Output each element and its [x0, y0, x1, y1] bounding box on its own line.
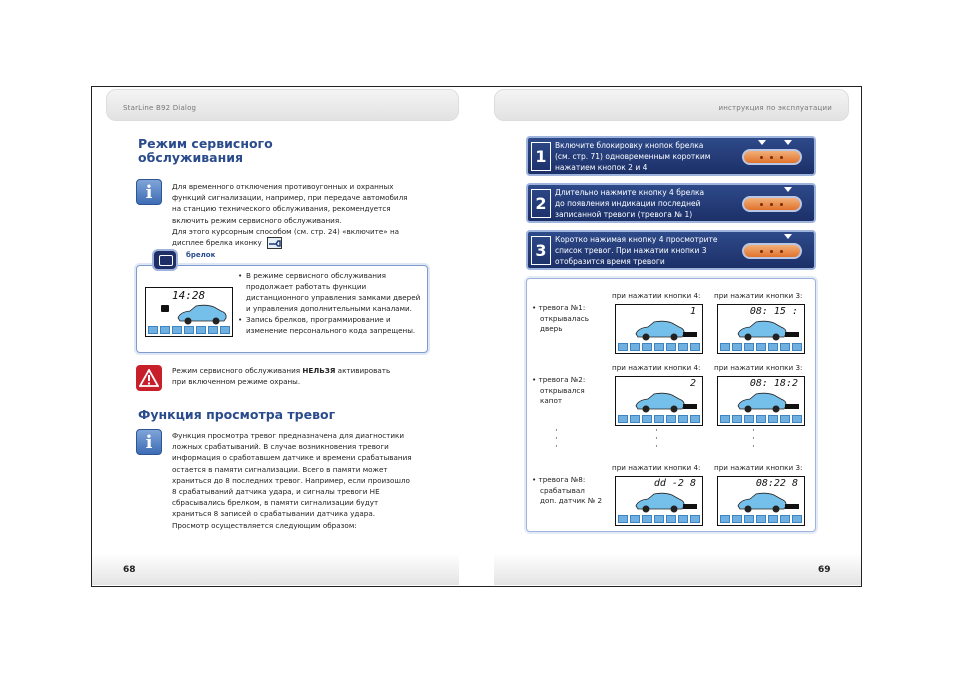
ellipsis-marker: · · ·	[655, 426, 658, 452]
col-label-button3: при нажатии кнопки 3:	[714, 363, 803, 372]
step-3	[526, 230, 816, 270]
left-page-footer	[92, 553, 459, 585]
warning-icon	[136, 365, 162, 391]
alarm-3-lcd-button3	[717, 476, 805, 526]
lcd-status-icons	[618, 515, 700, 523]
alarm-1-description: • тревога №1: открывалась дверь	[532, 303, 589, 333]
info-line: Для этого курсорным способом (см. стр. 24) «включите» на	[172, 226, 400, 236]
section-title-service-mode	[138, 137, 273, 165]
right-page-number: 69	[818, 565, 831, 575]
left-page-number: 68	[123, 565, 136, 575]
col-label-button3: при нажатии кнопки 3:	[714, 291, 803, 300]
right-page-footer	[494, 553, 861, 585]
lcd-readout: 08: 18:2	[749, 378, 798, 389]
car-icon	[634, 319, 686, 341]
lcd-readout: 1	[689, 306, 696, 317]
remote-label: брелок	[186, 251, 216, 259]
car-icon	[634, 391, 686, 413]
col-label-button4: при нажатии кнопки 4:	[612, 291, 701, 300]
section-title-alarm-view: Функция просмотра тревог	[138, 407, 336, 422]
lcd-badge	[785, 332, 799, 337]
step-text: Коротко нажимая кнопку 4 просмотрите список тревог. При нажатии кнопки 3 отобразится время тревоги	[555, 235, 718, 266]
alarm-2-lcd-button3	[717, 376, 805, 426]
step-text: Включите блокировку кнопок брелка (см. стр. 71) одновременным коротким нажатием кнопок 2 и 4	[555, 141, 711, 172]
bullet-item: • В режиме сервисного обслуживания продолжает работать функции дистанционного управления замками дверей и управления дополнительными каналами.	[238, 270, 424, 314]
document-spread	[91, 86, 862, 587]
service-mode-bullets	[238, 270, 424, 336]
alarm-2-lcd-button4	[615, 376, 703, 426]
step-2	[526, 183, 816, 223]
key-fob-icon	[742, 243, 802, 259]
remote-lcd-screen	[145, 287, 233, 337]
col-label-button4: при нажатии кнопки 4:	[612, 463, 701, 472]
step-number: 2	[531, 189, 551, 218]
wrench-icon	[267, 237, 282, 249]
step-number: 3	[531, 236, 551, 265]
lock-icon	[161, 305, 169, 312]
alarm-view-text: Функция просмотра тревог предназначена для диагностики ложных срабатываний. В случае возникновения тревоги информация о сработавшем датчике и времени срабатывания остается в памяти сигнализации. Всего в памяти может храниться до 8 последних тревог. Например, если произошло 8 срабатываний датчика удара, и сигналы тревоги НЕ сбрасывались брелком, в памяти сигнализации будут храниться 8 записей о срабатывании датчика удара. Просмотр осуществляется следующим образом:	[172, 431, 412, 530]
car-icon	[736, 491, 788, 513]
lcd-readout: 08:22 8	[755, 478, 798, 489]
lcd-readout: dd -2 8	[653, 478, 696, 489]
alarm-8-description: • тревога №8: срабатывал доп. датчик № 2	[532, 475, 603, 505]
remote-icon	[152, 249, 178, 271]
car-icon	[736, 391, 788, 413]
alarm-1-lcd-button3	[717, 304, 805, 354]
col-label-button4: при нажатии кнопки 4:	[612, 363, 701, 372]
lcd-status-icons	[720, 343, 802, 351]
lcd-badge	[683, 404, 697, 409]
arrow-down-icon	[758, 140, 766, 145]
warning-text: Режим сервисного обслуживания НЕЛЬЗЯ активировать при включенном режиме охраны.	[172, 366, 391, 387]
left-page-header	[106, 89, 459, 121]
arrow-down-icon	[784, 140, 792, 145]
left-header-text: StarLine B92 Dialog	[123, 104, 197, 112]
key-fob-icon	[742, 149, 802, 165]
car-icon	[176, 303, 228, 325]
arrow-down-icon	[784, 234, 792, 239]
info-line: Для временного отключения противоугонных и охранных	[172, 182, 394, 191]
lcd-badge	[785, 404, 799, 409]
step-number: 1	[531, 142, 551, 171]
lcd-status-icons	[148, 326, 230, 334]
right-page-header	[494, 89, 849, 121]
info-line: на станцию технического обслуживания, рекомендуется	[172, 204, 391, 214]
alarm-3-lcd-button4	[615, 476, 703, 526]
info-line: функций сигнализации, например, при передаче автомобиля	[172, 193, 408, 203]
col-label-button3: при нажатии кнопки 3:	[714, 463, 803, 472]
bullet-item: • Запись брелков, программирование и изменение персонального кода запрещены.	[238, 314, 424, 336]
lcd-status-icons	[618, 415, 700, 423]
service-info-text	[172, 181, 432, 249]
alarm-2-description: • тревога №2: открывался капот	[532, 375, 586, 405]
lcd-time: 14:28	[172, 289, 206, 302]
right-header-text: инструкция по эксплуатации	[718, 104, 832, 112]
ellipsis-marker: · · ·	[555, 426, 558, 452]
lcd-badge	[785, 504, 799, 509]
lcd-status-icons	[720, 415, 802, 423]
info-line: дисплее брелка иконку	[172, 237, 432, 249]
title-line1: Режим сервисного	[138, 136, 273, 151]
arrow-down-icon	[784, 187, 792, 192]
lcd-status-icons	[720, 515, 802, 523]
info-icon: i	[136, 179, 162, 205]
lcd-badge	[683, 504, 697, 509]
car-icon	[634, 491, 686, 513]
lcd-readout: 08: 15 :	[749, 306, 798, 317]
lcd-status-icons	[618, 343, 700, 351]
info-icon: i	[136, 429, 162, 455]
step-1	[526, 136, 816, 176]
car-icon	[736, 319, 788, 341]
info-line: включить режим сервисного обслуживания.	[172, 215, 342, 225]
step-text: Длительно нажмите кнопку 4 брелка до появления индикации последней записанной тревоги (тревога № 1)	[555, 188, 705, 219]
alarm-1-lcd-button4	[615, 304, 703, 354]
key-fob-icon	[742, 196, 802, 212]
ellipsis-marker: · · ·	[752, 426, 755, 452]
title-line2: обслуживания	[138, 150, 243, 165]
lcd-badge	[683, 332, 697, 337]
lcd-readout: 2	[689, 378, 696, 389]
warning-emphasis: НЕЛЬЗЯ	[302, 366, 336, 375]
